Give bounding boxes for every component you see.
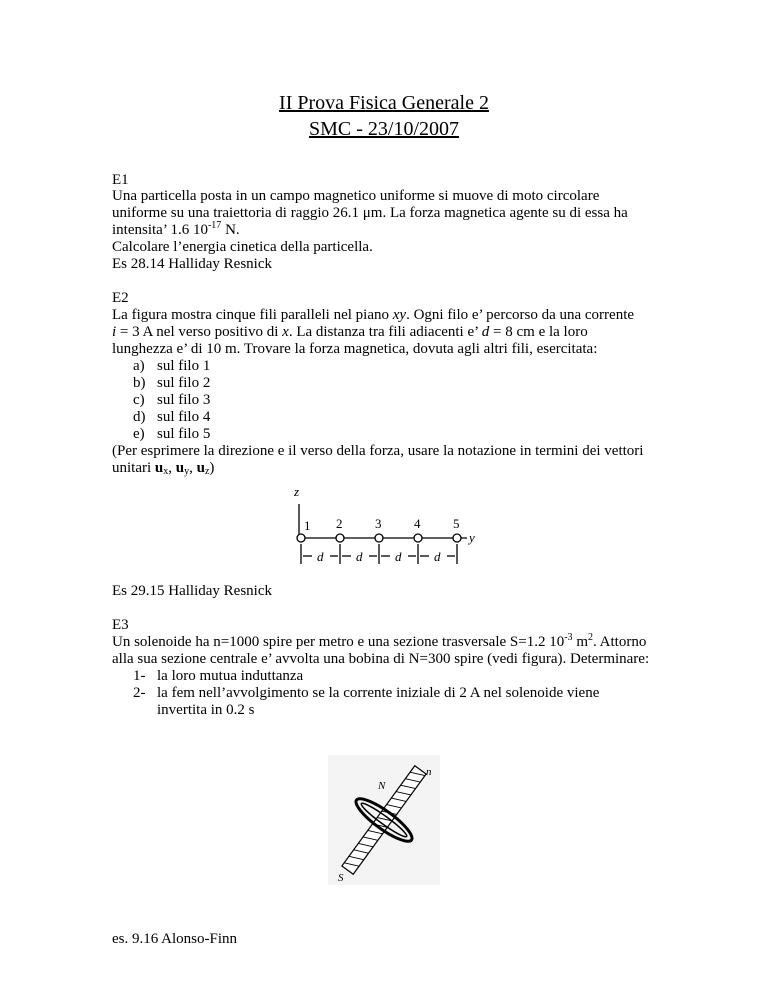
e1-text-line-2: uniforme su una traiettoria di raggio 26.1 μm. La forza magnetica agente su di essa ha [112,205,628,221]
wire-4 [414,534,422,542]
e2-reference: Es 29.15 Halliday Resnick [112,583,272,599]
document-subtitle: SMC - 23/10/2007 [308,118,460,140]
wire-label-5: 5 [453,516,460,531]
wire-label-4: 4 [414,516,421,531]
e3-text-line-2: alla sua sezione centrale e’ avvolta una bobina di N=300 spire (vedi figura). Determinare: [112,651,650,667]
e2-item-marker: b) [133,375,146,391]
wire-label-1: 1 [304,518,311,533]
e1-text-line-1: Una particella posta in un campo magnetico uniforme si muove di moto circolare [112,188,600,204]
e2-note-line-2: unitari $u_x$, $u_y$, $u_z$) [112,460,215,477]
axis-z-label: z [294,484,300,499]
wire-3 [375,534,383,542]
e2-item-marker: a) [133,358,145,374]
e2-item-marker: d) [133,409,146,425]
e3-solenoid-figure [328,755,440,885]
e2-heading: E2 [112,290,129,306]
e2-item-text: sul filo 3 [157,392,211,408]
label-S: S [338,872,344,884]
e1-text-line-3: intensita’ 1.6 $10^{-17}$ N. [112,220,240,238]
e3-item-text-continued: invertita in 0.2 s [157,702,255,718]
wire-5 [453,534,461,542]
spacing-label: d [317,549,324,564]
e2-text-line-2: i = 3 A nel verso positivo di x. La distanza tra fili adiacenti e’ d = 8 cm e la loro [112,324,588,340]
axis-y-label: y [469,530,475,545]
e3-item-text: la fem nell’avvolgimento se la corrente iniziale di 2 A nel solenoide viene [157,685,600,701]
e2-note-line-1: (Per esprimere la direzione e il verso della forza, usare la notazione in termini dei vettori [112,443,644,459]
e2-item-text: sul filo 5 [157,426,211,442]
label-N: N [378,780,386,792]
spacing-label: d [356,549,363,564]
e2-text-line-3: lunghezza e’ di 10 m. Trovare la forza magnetica, dovuta agli altri fili, esercitata: [112,341,598,357]
e3-item-text: la loro mutua induttanza [157,668,304,684]
e3-reference: es. 9.16 Alonso-Finn [112,931,238,947]
e3-item-marker: 2- [133,685,146,701]
document-title: II Prova Fisica Generale 2 [279,92,489,114]
e1-heading: E1 [112,172,129,188]
e1-reference: Es 28.14 Halliday Resnick [112,256,272,272]
e2-item-text: sul filo 4 [157,409,211,425]
e3-text-line-1: Un solenoide ha n=1000 spire per metro e una sezione trasversale S=1.2 $10^{-3}$ $m^2$. Attorno [112,632,647,650]
e2-item-marker: c) [133,392,145,408]
wire-1 [297,534,305,542]
label-n: n [426,766,432,778]
spacing-label: d [395,549,402,564]
e2-item-text: sul filo 1 [157,358,211,374]
e3-heading: E3 [112,617,129,633]
e2-wires-figure [285,482,490,574]
spacing-label: d [434,549,441,564]
wire-label-3: 3 [375,516,382,531]
e1-text-line-4: Calcolare l’energia cinetica della particella. [112,239,373,255]
wire-2 [336,534,344,542]
wire-label-2: 2 [336,516,343,531]
e2-text-line-1: La figura mostra cinque fili paralleli nel piano xy. Ogni filo e’ percorso da una corrente [112,307,635,323]
e3-item-marker: 1- [133,668,146,684]
e2-item-marker: e) [133,426,145,442]
e2-item-text: sul filo 2 [157,375,211,391]
